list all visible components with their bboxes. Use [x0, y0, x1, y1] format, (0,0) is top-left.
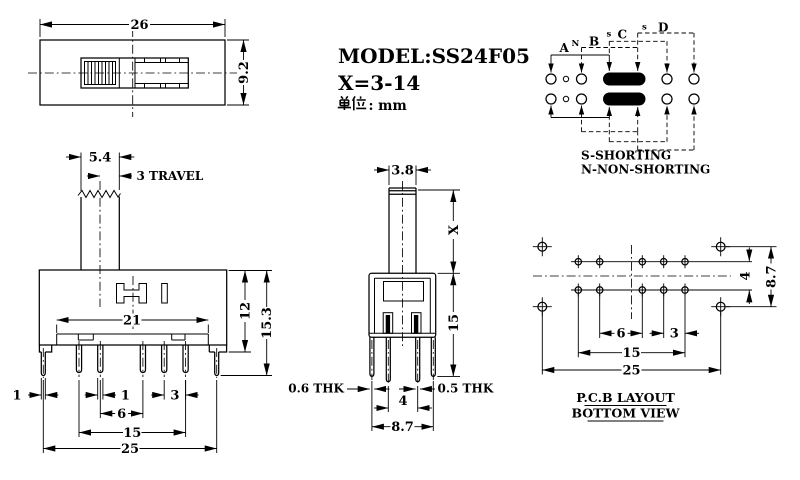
contact-circle	[662, 94, 672, 104]
sv-dim-8p7-label: 8.7	[391, 420, 414, 435]
pin-centerlines	[79, 341, 186, 377]
side-view-drawing	[288, 164, 494, 436]
contact-circle	[689, 94, 699, 104]
sv-dim-x-label: X	[446, 224, 462, 236]
shorting-bar	[603, 93, 646, 106]
model-text: MODEL:SS24F05	[338, 44, 530, 68]
contact-circle	[662, 74, 672, 84]
slider-notch	[145, 58, 161, 63]
schematic-label-s2: s	[642, 22, 647, 33]
shorting-bar	[603, 73, 646, 86]
contact-circle	[546, 94, 556, 104]
top-view-drawing	[28, 18, 252, 117]
sv-dim-4-label: 4	[398, 394, 408, 409]
pcb-title: P.C.B LAYOUT	[576, 390, 675, 405]
schematic-label-n: N	[571, 39, 580, 49]
pcb-dim-25-label: 25	[622, 363, 641, 379]
slider-notch	[145, 84, 161, 89]
schematic-label-b: B	[589, 34, 600, 49]
contact-circle-small	[563, 76, 568, 81]
pcb-dim-8p7-label: 8.7	[764, 265, 780, 289]
x-range-text: X=3-14	[338, 71, 421, 95]
pcb-layout-drawing	[533, 237, 780, 421]
pcb-dim-6-label: 6	[616, 326, 626, 342]
dim-5p4-label: 5.4	[88, 150, 112, 166]
dim-15p3-label: 15.3	[260, 307, 276, 339]
contact-circle	[577, 94, 587, 104]
unit-cjk-glyphs	[338, 96, 366, 110]
dim-15-label: 15	[123, 426, 142, 441]
unit-text: : mm	[368, 98, 407, 114]
dim-travel-label: 3 TRAVEL	[136, 169, 204, 183]
pcb-dim-4-label: 4	[738, 271, 754, 281]
circuit-d-lines	[638, 33, 694, 150]
body-slot	[162, 284, 168, 304]
pcb-dim-3-label: 3	[669, 326, 679, 342]
h-slot	[117, 284, 147, 304]
title-block	[338, 44, 530, 114]
schematic-label-c: C	[617, 27, 628, 42]
dim-9p2-label: 9.2	[237, 61, 253, 84]
contact-circle	[577, 74, 587, 84]
pin-centerlines	[372, 340, 433, 385]
front-view-drawing	[12, 151, 275, 458]
dim-21-label: 21	[122, 313, 142, 329]
contact-circle	[546, 74, 556, 84]
break-line	[78, 191, 121, 198]
terminal-pin-section	[386, 315, 390, 333]
body-window	[384, 282, 424, 302]
slider-notch	[166, 58, 180, 63]
dim-12-label: 12	[238, 301, 254, 321]
legend-non-shorting: N-NON-SHORTING	[581, 162, 711, 177]
slider-notch	[166, 84, 180, 89]
dim-26-label: 26	[130, 18, 149, 33]
terminal-pin-section	[414, 315, 418, 333]
schematic-label-s1: s	[606, 29, 612, 40]
schematic-label-d: D	[658, 20, 669, 35]
body-steps	[39, 345, 226, 352]
thk-0p6-label: 0.6 THK	[288, 381, 344, 396]
circuit-a-lines	[551, 55, 609, 118]
sv-dim-3p8-label: 3.8	[391, 163, 414, 179]
pcb-subtitle: BOTTOM VIEW	[571, 405, 680, 421]
dim-pin-1-label: 1	[120, 388, 130, 404]
contact-circle-small	[563, 96, 568, 101]
circuit-schematic	[546, 21, 710, 177]
schematic-label-a: A	[559, 41, 569, 55]
dim-lug-1-label: 1	[12, 388, 22, 404]
dim-3-label: 3	[170, 388, 180, 404]
legend-shorting: S-SHORTING	[581, 148, 672, 163]
dim-6-label: 6	[117, 407, 127, 422]
contact-circle	[689, 74, 699, 84]
pcb-dim-15-label: 15	[622, 346, 641, 361]
lug-centerlines	[43, 348, 216, 378]
thk-0p5-label: 0.5 THK	[437, 381, 494, 396]
sv-dim-15-label: 15	[446, 313, 462, 333]
dim-25-label: 25	[120, 442, 140, 457]
